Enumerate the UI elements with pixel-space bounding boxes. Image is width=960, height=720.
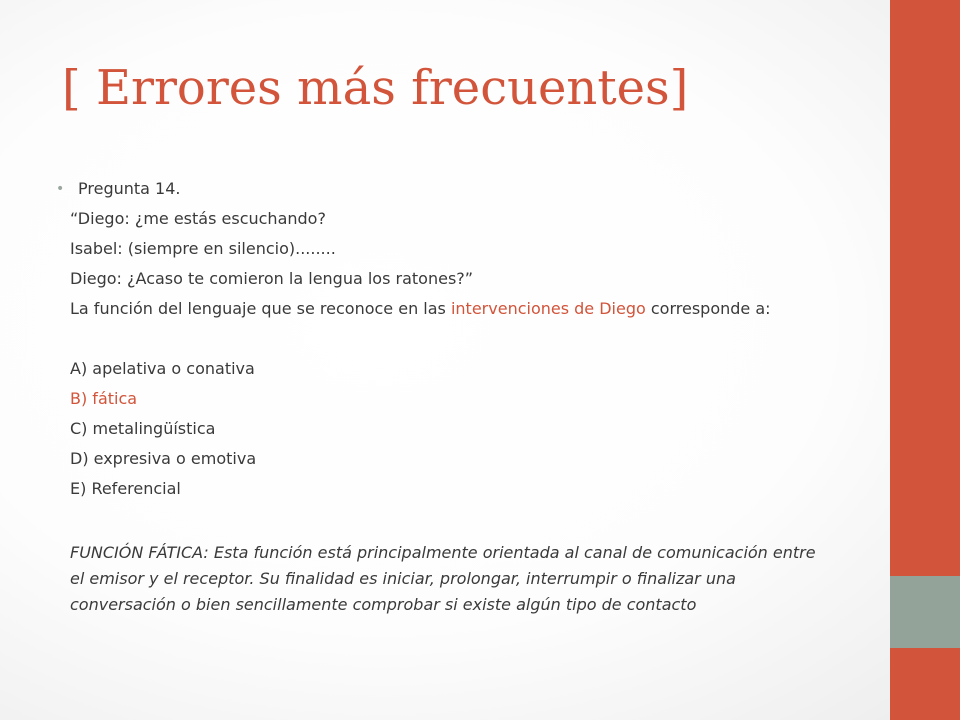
dialogue-line-2: Isabel: (siempre en silencio)........ <box>70 239 336 258</box>
bullet-icon: • <box>56 181 65 197</box>
sidebar-block-middle <box>890 576 960 648</box>
option-b-correct: B) fática <box>70 389 138 408</box>
option-d: D) expresiva o emotiva <box>70 449 257 468</box>
option-a: A) apelativa o conativa <box>70 359 255 378</box>
question-number: Pregunta 14. <box>78 179 181 198</box>
slide-title: [ Errores más frecuentes] <box>62 60 689 116</box>
prompt-text-end: corresponde a: <box>645 299 771 318</box>
slide-content <box>56 174 830 618</box>
dialogue-line-3: Diego: ¿Acaso te comieron la lengua los ratones?” <box>70 269 474 288</box>
decorative-sidebar <box>890 0 960 720</box>
option-e: E) Referencial <box>70 479 181 498</box>
prompt-highlight: intervenciones de Diego <box>450 299 646 318</box>
dialogue-line-1: “Diego: ¿me estás escuchando? <box>70 209 326 228</box>
prompt-text-start: La función del lenguaje que se reconoce en las <box>70 299 451 318</box>
spacer <box>70 504 830 534</box>
sidebar-block-bottom <box>890 648 960 720</box>
question-bullet <box>56 174 830 204</box>
sidebar-block-top <box>890 0 960 576</box>
explanation-text: FUNCIÓN FÁTICA: Esta función está principalmente orientada al canal de comunicación entre el emisor y el receptor. Su finalidad es iniciar, prolongar, interrumpir o finalizar una conversación o bien sencillamente comprobar si existe algún tipo de contacto <box>70 543 816 614</box>
spacer <box>70 324 830 354</box>
question-prompt <box>70 294 830 324</box>
option-c: C) metalingüística <box>70 419 216 438</box>
